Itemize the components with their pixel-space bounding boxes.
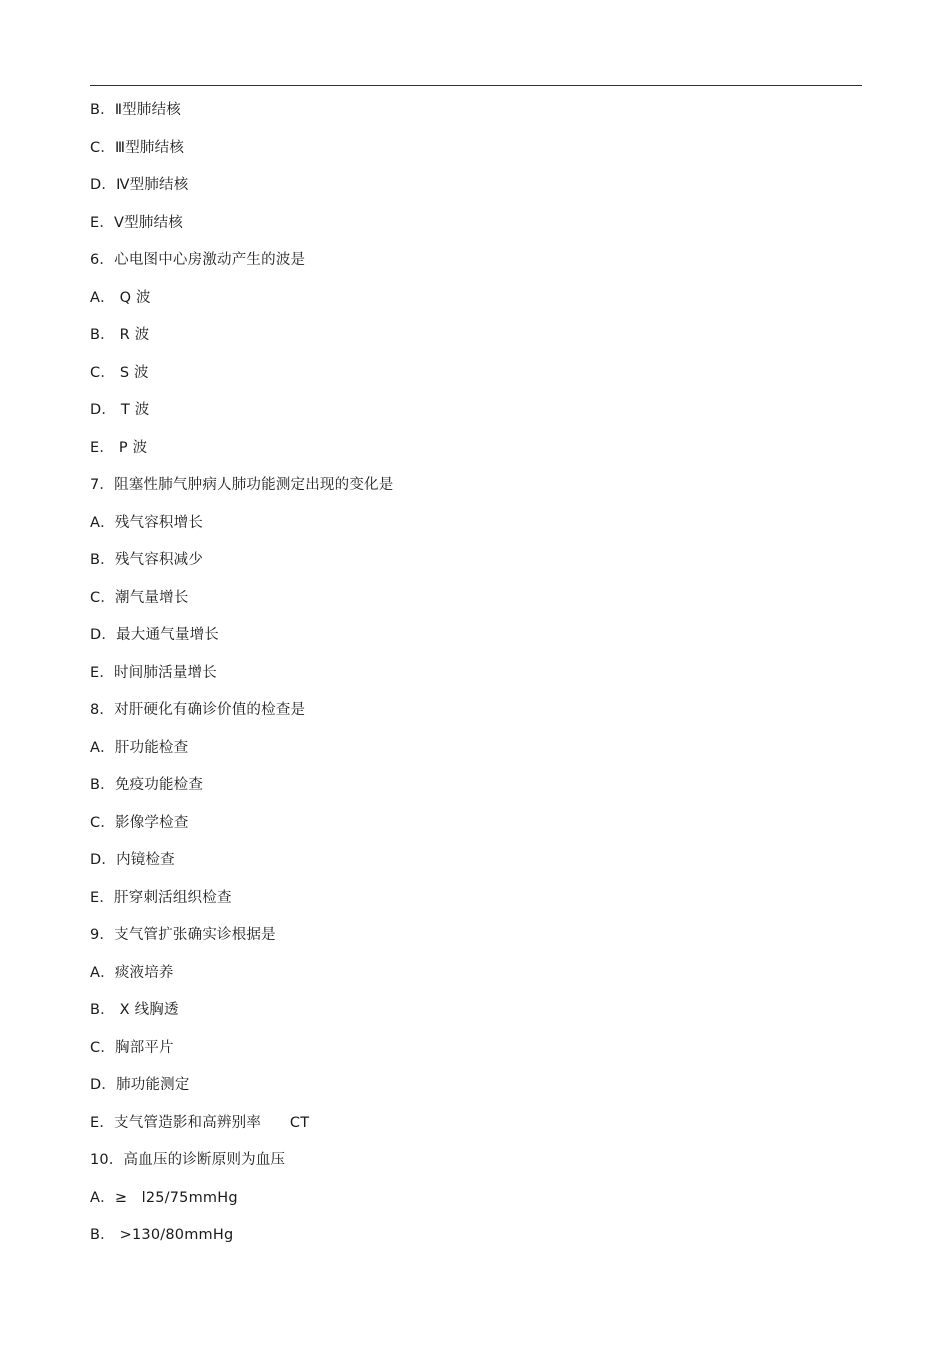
text-line: B． X 线胸透 [90,1002,179,1018]
text-line: C．Ⅲ型肺结核 [90,139,185,156]
header-rule [90,85,862,86]
text-line: A．残气容积增长 [90,514,204,531]
text-line: C．影像学检查 [90,814,189,831]
question-10-stem: 10．高血压的诊断原则为血压 [90,1152,286,1168]
text-line: B．Ⅱ型肺结核 [90,102,181,118]
text-line: B．免疫功能检查 [90,777,204,793]
text-line: E．肝穿刺活组织检查 [90,889,232,906]
text-line: E． P 波 [90,439,148,456]
text-line: D．肺功能测定 [90,1077,190,1093]
text-line: B．残气容积减少 [90,552,204,568]
text-line: A．肝功能检查 [90,739,189,756]
question-list [90,99,862,1262]
text-line: E．Ⅴ型肺结核 [90,214,183,231]
text-line: D．内镜检查 [90,852,175,868]
text-line: B． >130/80mmHg [90,1227,234,1243]
text-line: D． T 波 [90,402,150,418]
text-line: A． Q 波 [90,289,151,306]
question-9-stem: 9．支气管扩张确实诊根据是 [90,927,276,943]
text-line: A．≥ l25/75mmHg [90,1189,238,1206]
text-line: E．支气管造影和高辨别率 CT [90,1114,310,1131]
text-line: D．Ⅳ型肺结核 [90,177,189,193]
text-line: C．潮气量增长 [90,589,189,606]
question-6-stem: 6．心电图中心房激动产生的波是 [90,252,306,268]
text-line: E．时间肺活量增长 [90,664,217,681]
text-line: B． R 波 [90,327,150,343]
text-line: C． S 波 [90,364,149,381]
text-line: D．最大通气量增长 [90,627,219,643]
text-line: C．胸部平片 [90,1039,174,1056]
question-8-stem: 8．对肝硬化有确诊价值的检查是 [90,702,306,718]
question-7-stem: 7．阻塞性肺气肿病人肺功能测定出现的变化是 [90,477,394,493]
text-line: A．痰液培养 [90,964,174,981]
